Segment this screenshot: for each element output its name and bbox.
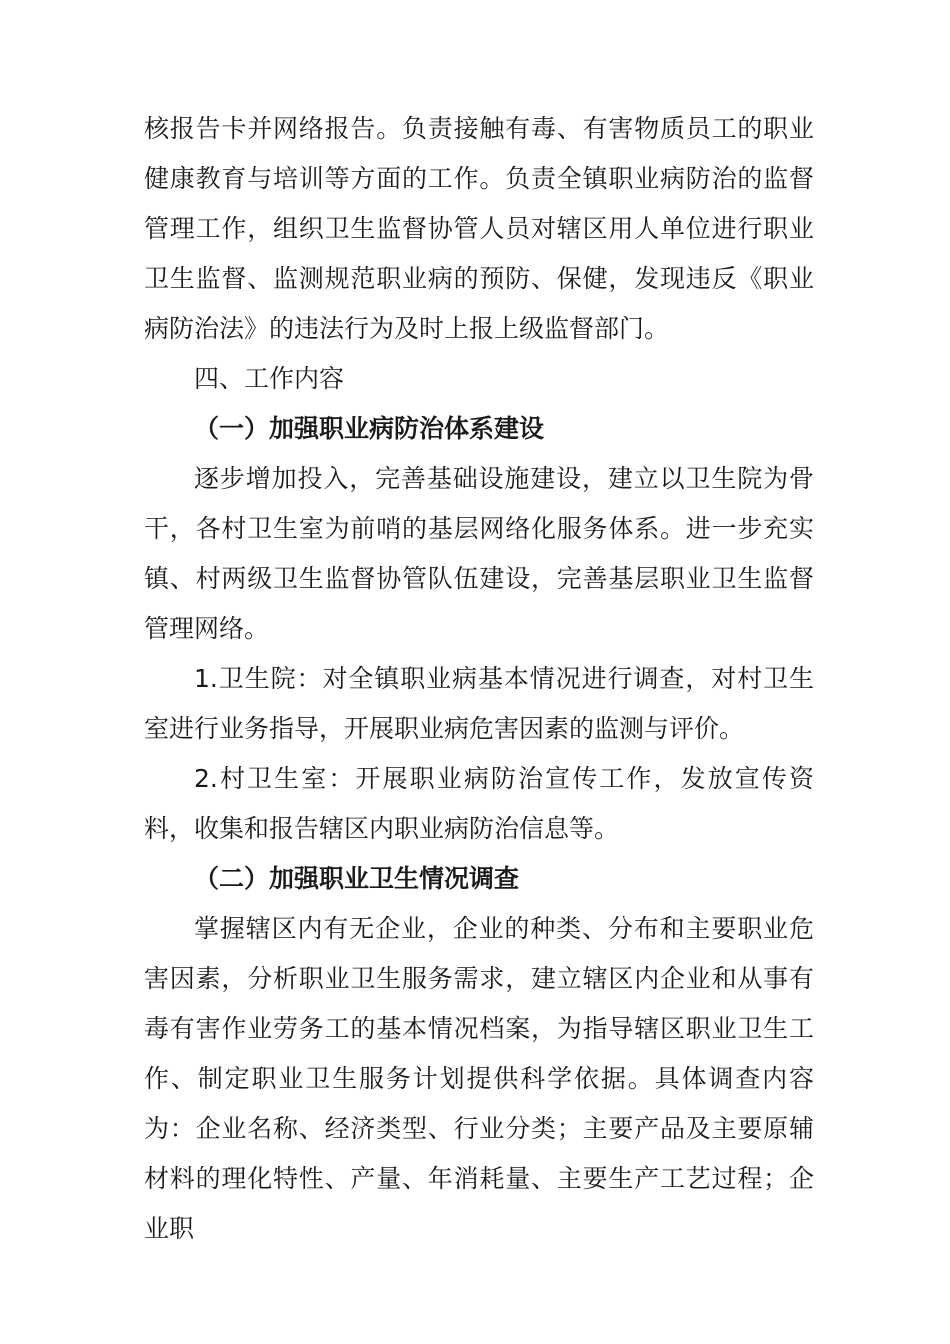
body-paragraph: 逐步增加投入，完善基础设施建设，建立以卫生院为骨干，各村卫生室为前哨的基层网络化服务体系。进一步充实镇、村两级卫生监督协管队伍建设，完善基层职业卫生监督管理网络。 (144, 464, 814, 643)
list-item: 2.村卫生室：开展职业病防治宣传工作，发放宣传资料，收集和报告辖区内职业病防治信息等。 (144, 764, 814, 843)
document-body (144, 104, 814, 1254)
subsection-heading: （一）加强职业病防治体系建设 (194, 414, 545, 443)
body-paragraph: 掌握辖区内有无企业，企业的种类、分布和主要职业危害因素，分析职业卫生服务需求，建立辖区内企业和从事有毒有害作业劳务工的基本情况档案，为指导辖区职业卫生工作、制定职业卫生服务计划提供科学依据。具体调查内容为：企业名称、经济类型、行业分类；主要产品及主要原辅材料的理化特性、产量、年消耗量、主要生产工艺过程；企业职 (144, 914, 814, 1243)
subsection-heading: （二）加强职业卫生情况调查 (194, 864, 520, 893)
section-heading: 四、工作内容 (194, 364, 345, 393)
list-item: 1.卫生院：对全镇职业病基本情况进行调查，对村卫生室进行业务指导，开展职业病危害因素的监测与评价。 (144, 664, 814, 743)
paragraph-continuation: 核报告卡并网络报告。负责接触有毒、有害物质员工的职业健康教育与培训等方面的工作。负责全镇职业病防治的监督管理工作，组织卫生监督协管人员对辖区用人单位进行职业卫生监督、监测规范职业病的预防、保健，发现违反《职业病防治法》的违法行为及时上报上级监督部门。 (144, 114, 814, 343)
